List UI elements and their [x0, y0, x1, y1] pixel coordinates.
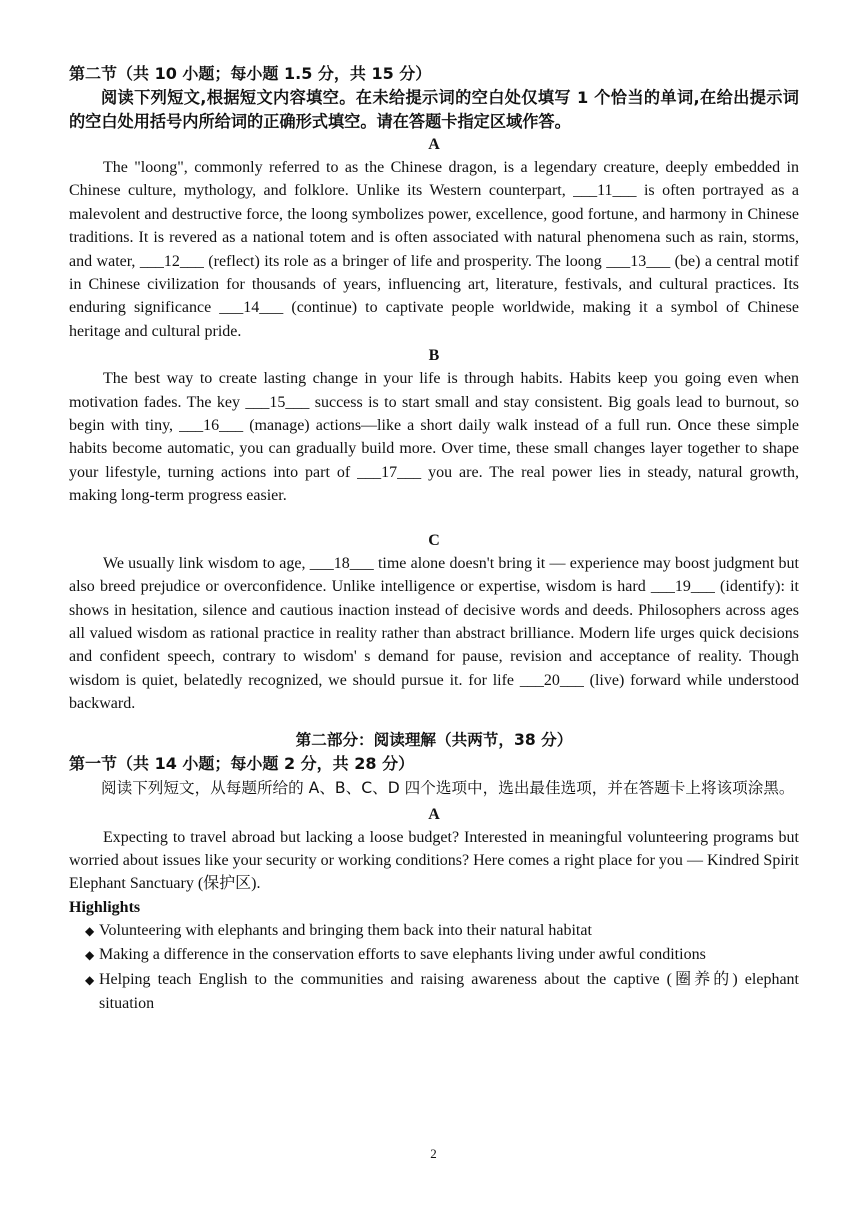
section2-heading: 第二节（共 10 小题；每小题 1.5 分，共 15 分） — [69, 64, 432, 83]
page-number: 2 — [430, 1146, 437, 1161]
section2-instruction: 阅读下列短文,根据短文内容填空。在未给提示词的空白处仅填写 1 个恰当的单词,在给出提示词的空白处用括号内所给词的正确形式填空。请在答题卡指定区域作答。 — [69, 88, 799, 131]
reading-a-intro: Expecting to travel abroad but lacking a loose budget? Interested in meaningful volunteering programs but worried about issues like your security or working conditions? Here comes a right place for you — Kindred Spirit Elephant Sanctuary (保护区). — [69, 828, 799, 893]
passage-c-label: C — [428, 531, 440, 549]
list-item — [69, 943, 799, 967]
passage-a-label: A — [428, 136, 440, 153]
passage-c-text: We usually link wisdom to age, ___18___ time alone doesn't bring it — experience may boost judgment but also breed prejudice or overconfidence. Unlike intelligence or expertise, wisdom is hard ___19___ (identify): it shows in hesitation, silence and cautious inaction instead of decisive words and deeds. Philosophers across ages all valued wisdom as rational practice in reality rather than abstract brilliance. Modern life urges quick decisions and confident speech, contrary to wisdom' s demand for pause, revision and acceptance of reality. Though wisdom is quiet, belatedly recognized, we should pursue it. for life ___20___ (live) forward while understood backward. — [69, 554, 799, 713]
bullet-icon: ◆ — [85, 972, 95, 987]
list-item — [69, 919, 799, 943]
highlight-text: Volunteering with elephants and bringing them back into their natural habitat — [99, 921, 592, 939]
highlights-list — [69, 919, 799, 1016]
highlight-text: Making a difference in the conservation efforts to save elephants living under awful conditions — [99, 946, 706, 964]
passage-b-label: B — [428, 347, 440, 365]
bullet-icon: ◆ — [85, 948, 95, 963]
spacer — [69, 508, 799, 530]
reading-a-label: A — [428, 805, 440, 823]
passage-b-text: The best way to create lasting change in your life is through habits. Habits keep you going even when motivation fades. The key ___15___ success is to start small and stay consistent. Big goals lead to burnout, so begin with tiny, ___16___ (manage) actions—like a short daily walk instead of a full run. Once these simple habits become automatic, you can gradually build more. Over time, these small changes layer together to shape your lifestyle, turning actions into part of ___17___ you are. The real power lies in steady, natural growth, making long-term progress easier. — [69, 370, 799, 505]
highlight-text: Helping teach English to the communities and raising awareness about the captive (圈养的) elephant situation — [99, 970, 799, 1012]
passage-a-text: The "loong", commonly referred to as the Chinese dragon, is a legendary creature, deeply embedded in Chinese culture, mythology, and folklore. Unlike its Western counterpart, ___11___ is often portrayed as a malevolent and destructive force, the loong symbolizes power, excellence, good fortune, and harmony in Chinese traditions. It is revered as a national totem and is often associated with natural phenomena such as rain, storms, and water, ___12___ (reflect) its role as a bringer of life and prosperity. The loong ___13___ (be) a central motif in Chinese civilization for thousands of years, influencing art, literature, festivals, and cultural practices. Its enduring significance ___14___ (continue) to captivate people worldwide, making it a symbol of Chinese heritage and cultural pride. — [69, 159, 799, 340]
part2-section1-heading: 第一节（共 14 小题；每小题 2 分，共 28 分） — [69, 753, 415, 773]
list-item — [69, 968, 799, 1016]
part2-instruction: 阅读下列短文，从每题所给的 A、B、C、D 四个选项中，选出最佳选项，并在答题卡上将该项涂黑。 — [101, 778, 795, 797]
part2-title: 第二部分：阅读理解（共两节，38 分） — [295, 730, 573, 749]
highlights-label: Highlights — [69, 898, 141, 916]
bullet-icon: ◆ — [85, 923, 95, 938]
